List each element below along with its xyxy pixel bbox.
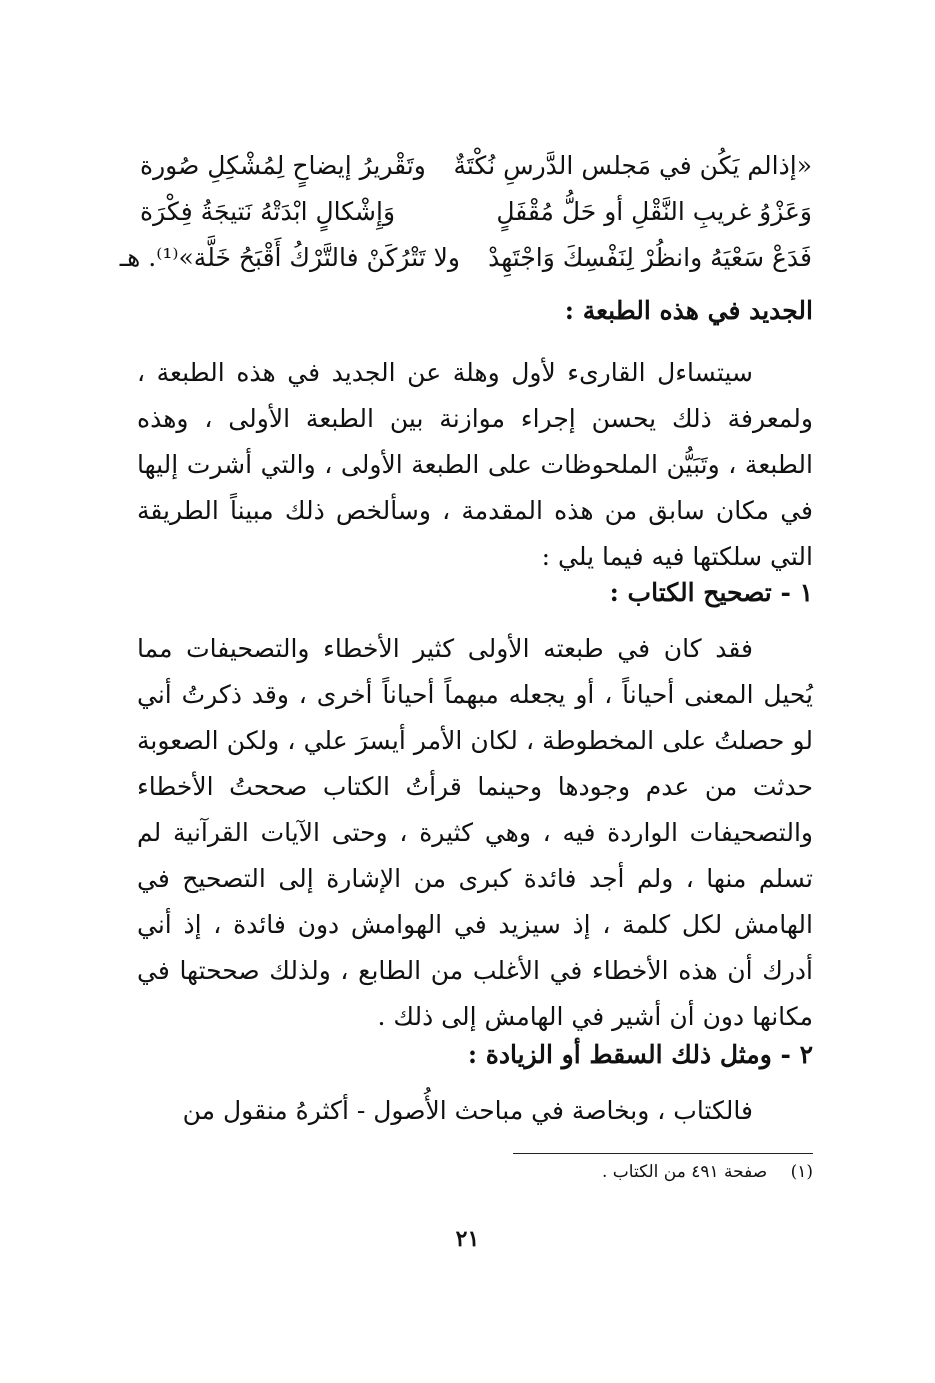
section-2-paragraph: فالكتاب ، وبخاصة في مباحث الأُصول - أكثرهُ منقول من: [182, 1096, 753, 1125]
poem-second-hemistich: وتَقْريرُ إيضاحٍ لِمُشْكِلِ صُورة: [140, 150, 426, 180]
poem-verse: [140, 188, 812, 234]
poem-second-hemistich: ولا تَتْرُكَنْ فالتَّرْكُ أَقْبَحُ خَلَّة»⁽¹⁾. هـ: [119, 242, 460, 272]
section-new-paragraph: سيتساءل القارىء لأول وهلة عن الجديد في هذه الطبعة ، ولمعرفة ذلك يحسن إجراء موازنة بين الطبعة الأولى ، وهذه الطبعة ، وتَبَيُّن الملحوظات على الطبعة الأولى ، والتي أشرت إليها في مكان سابق من هذه المقدمة ، وسألخص ذلك مبيناً الطريقة التي سلكتها فيه فيما يلي :: [137, 358, 813, 571]
section-heading-new-edition: الجديد في هذه الطبعة :: [564, 296, 813, 325]
poem-second-hemistich: وَإِشْكالٍ ابْدَتْهُ نَتيجَةُ فِكْرَة: [140, 196, 396, 226]
poem-first-hemistich: وَعَزْوُ غريبِ النَّقْلِ أو حَلُّ مُقْفَلٍ: [496, 196, 812, 226]
footnote-divider: [513, 1153, 813, 1154]
footnote: [602, 1162, 813, 1182]
poem: [119, 142, 812, 280]
footnote-text: صفحة ٤٩١ من الكتاب .: [601, 1162, 768, 1182]
footnote-number: (١): [790, 1162, 813, 1182]
section-1-paragraph: فقد كان في طبعته الأولى كثير الأخطاء والتصحيفات مما يُحيل المعنى أحياناً ، أو يجعله مبهماً أحياناً أخرى ، وقد ذكرتُ أني لو حصلتُ على المخطوطة ، لكان الأمر أيسرَ علي ، ولكن الصعوبة حدثت من عدم وجودها وحينما قرأتُ الكتاب صححتُ الأخطاء والتصحيفات الواردة فيه ، وهي كثيرة ، وحتى الآيات القرآنية لم تسلم منها ، ولم أجد فائدة كبرى من الإشارة إلى التصحيح في الهامش لكل كلمة ، إذ سيزيد في الهوامش دون فائدة ، إذ أني أدرك أن هذه الأخطاء في الأغلب من الطابع ، ولذلك صححتها في مكانها دون أن أشير في الهامش إلى ذلك .: [137, 634, 813, 1031]
poem-verse: [140, 142, 812, 188]
section-heading-correction: ١ - تصحيح الكتاب :: [609, 578, 813, 607]
poem-verse: [119, 234, 812, 280]
section-heading-omissions: ٢ - ومثل ذلك السقط أو الزيادة :: [467, 1040, 813, 1069]
poem-first-hemistich: «إذالم يَكُن في مَجلس الدَّرسِ نُكْتَةٌ: [453, 150, 812, 180]
page-number: ٢١: [455, 1226, 480, 1252]
poem-first-hemistich: فَدَعْ سَعْيَهُ وانظُرْ لِنَفْسِكَ وَاجْتَهِدْ: [488, 242, 812, 272]
